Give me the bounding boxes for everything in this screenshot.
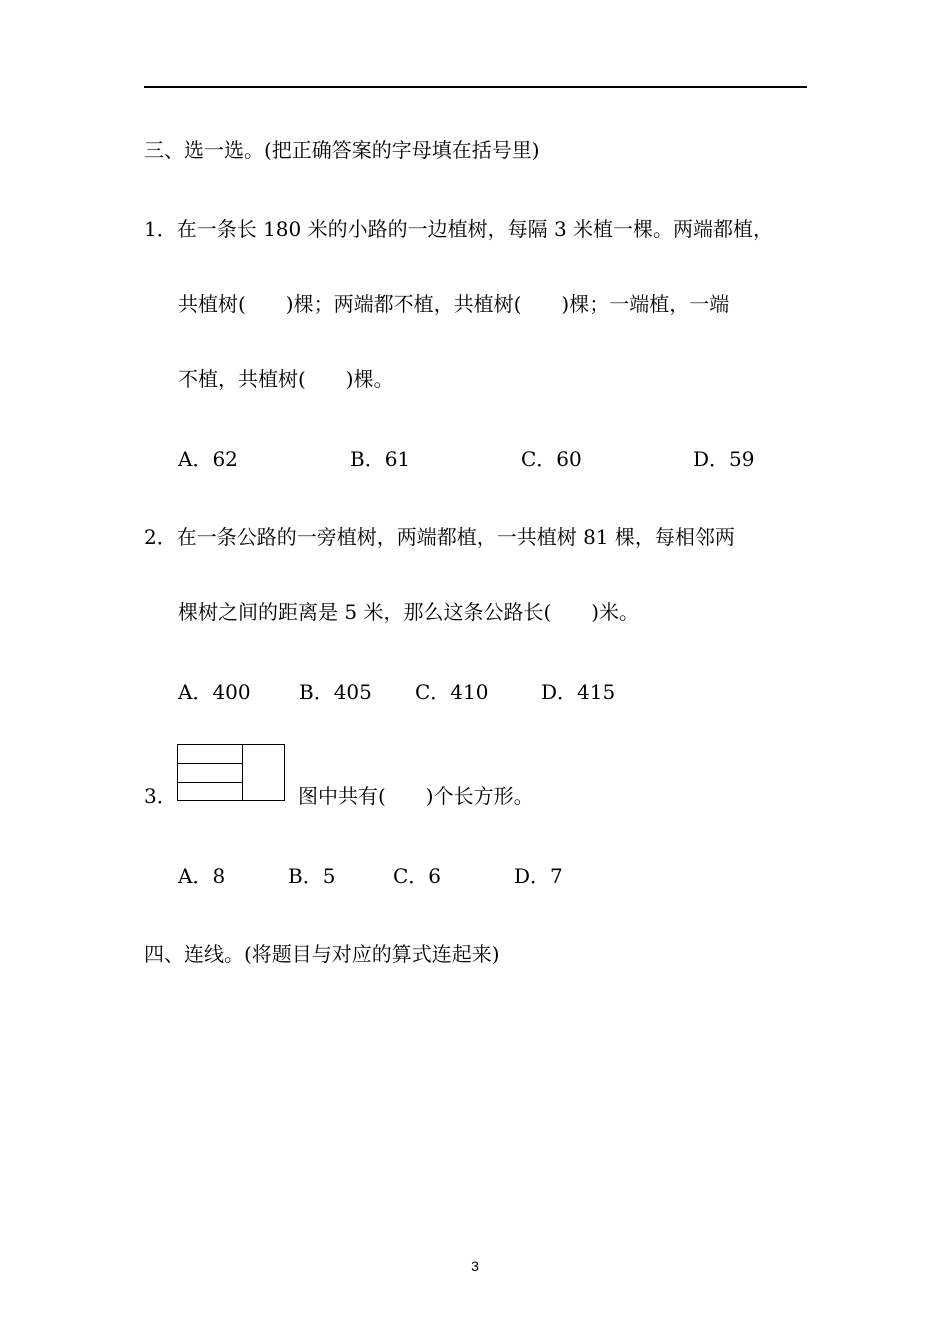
section-4-heading: 四、连线。(将题目与对应的算式连起来) — [144, 942, 500, 966]
q2-option-b: B．405 — [299, 680, 372, 704]
q1-line-3: 不植，共植树( )棵。 — [178, 367, 394, 391]
q3-option-b: B．5 — [288, 864, 336, 888]
q1-option-a: A．62 — [178, 447, 238, 471]
q3-option-d: D．7 — [514, 864, 563, 888]
q1-line-1: 1．在一条长 180 米的小路的一边植树，每隔 3 米植一棵。两端都植， — [144, 217, 774, 241]
q3-option-a: A．8 — [178, 864, 226, 888]
section-3-heading: 三、选一选。(把正确答案的字母填在括号里) — [144, 138, 540, 162]
q1-option-b: B．61 — [350, 447, 411, 471]
q1-option-d: D．59 — [693, 447, 755, 471]
q2-line-1: 2．在一条公路的一旁植树，两端都植，一共植树 81 棵，每相邻两 — [144, 525, 735, 549]
q3-number: 3． — [144, 784, 177, 808]
q2-line-2: 棵树之间的距离是 5 米，那么这条公路长( )米。 — [178, 600, 640, 624]
q3-option-c: C．6 — [393, 864, 442, 888]
figure-divider-horizontal-2 — [178, 782, 242, 783]
q2-option-a: A．400 — [178, 680, 251, 704]
q3-text: 图中共有( )个长方形。 — [298, 784, 534, 808]
figure-divider-horizontal-1 — [178, 763, 242, 764]
rectangle-figure — [177, 744, 285, 801]
header-rule — [144, 86, 807, 88]
q2-option-d: D．415 — [541, 680, 616, 704]
q2-option-c: C．410 — [415, 680, 489, 704]
figure-divider-vertical — [242, 745, 243, 800]
page-number: 3 — [471, 1258, 479, 1274]
q1-line-2: 共植树( )棵；两端都不植，共植树( )棵；一端植，一端 — [178, 292, 730, 316]
q1-option-c: C．60 — [521, 447, 582, 471]
